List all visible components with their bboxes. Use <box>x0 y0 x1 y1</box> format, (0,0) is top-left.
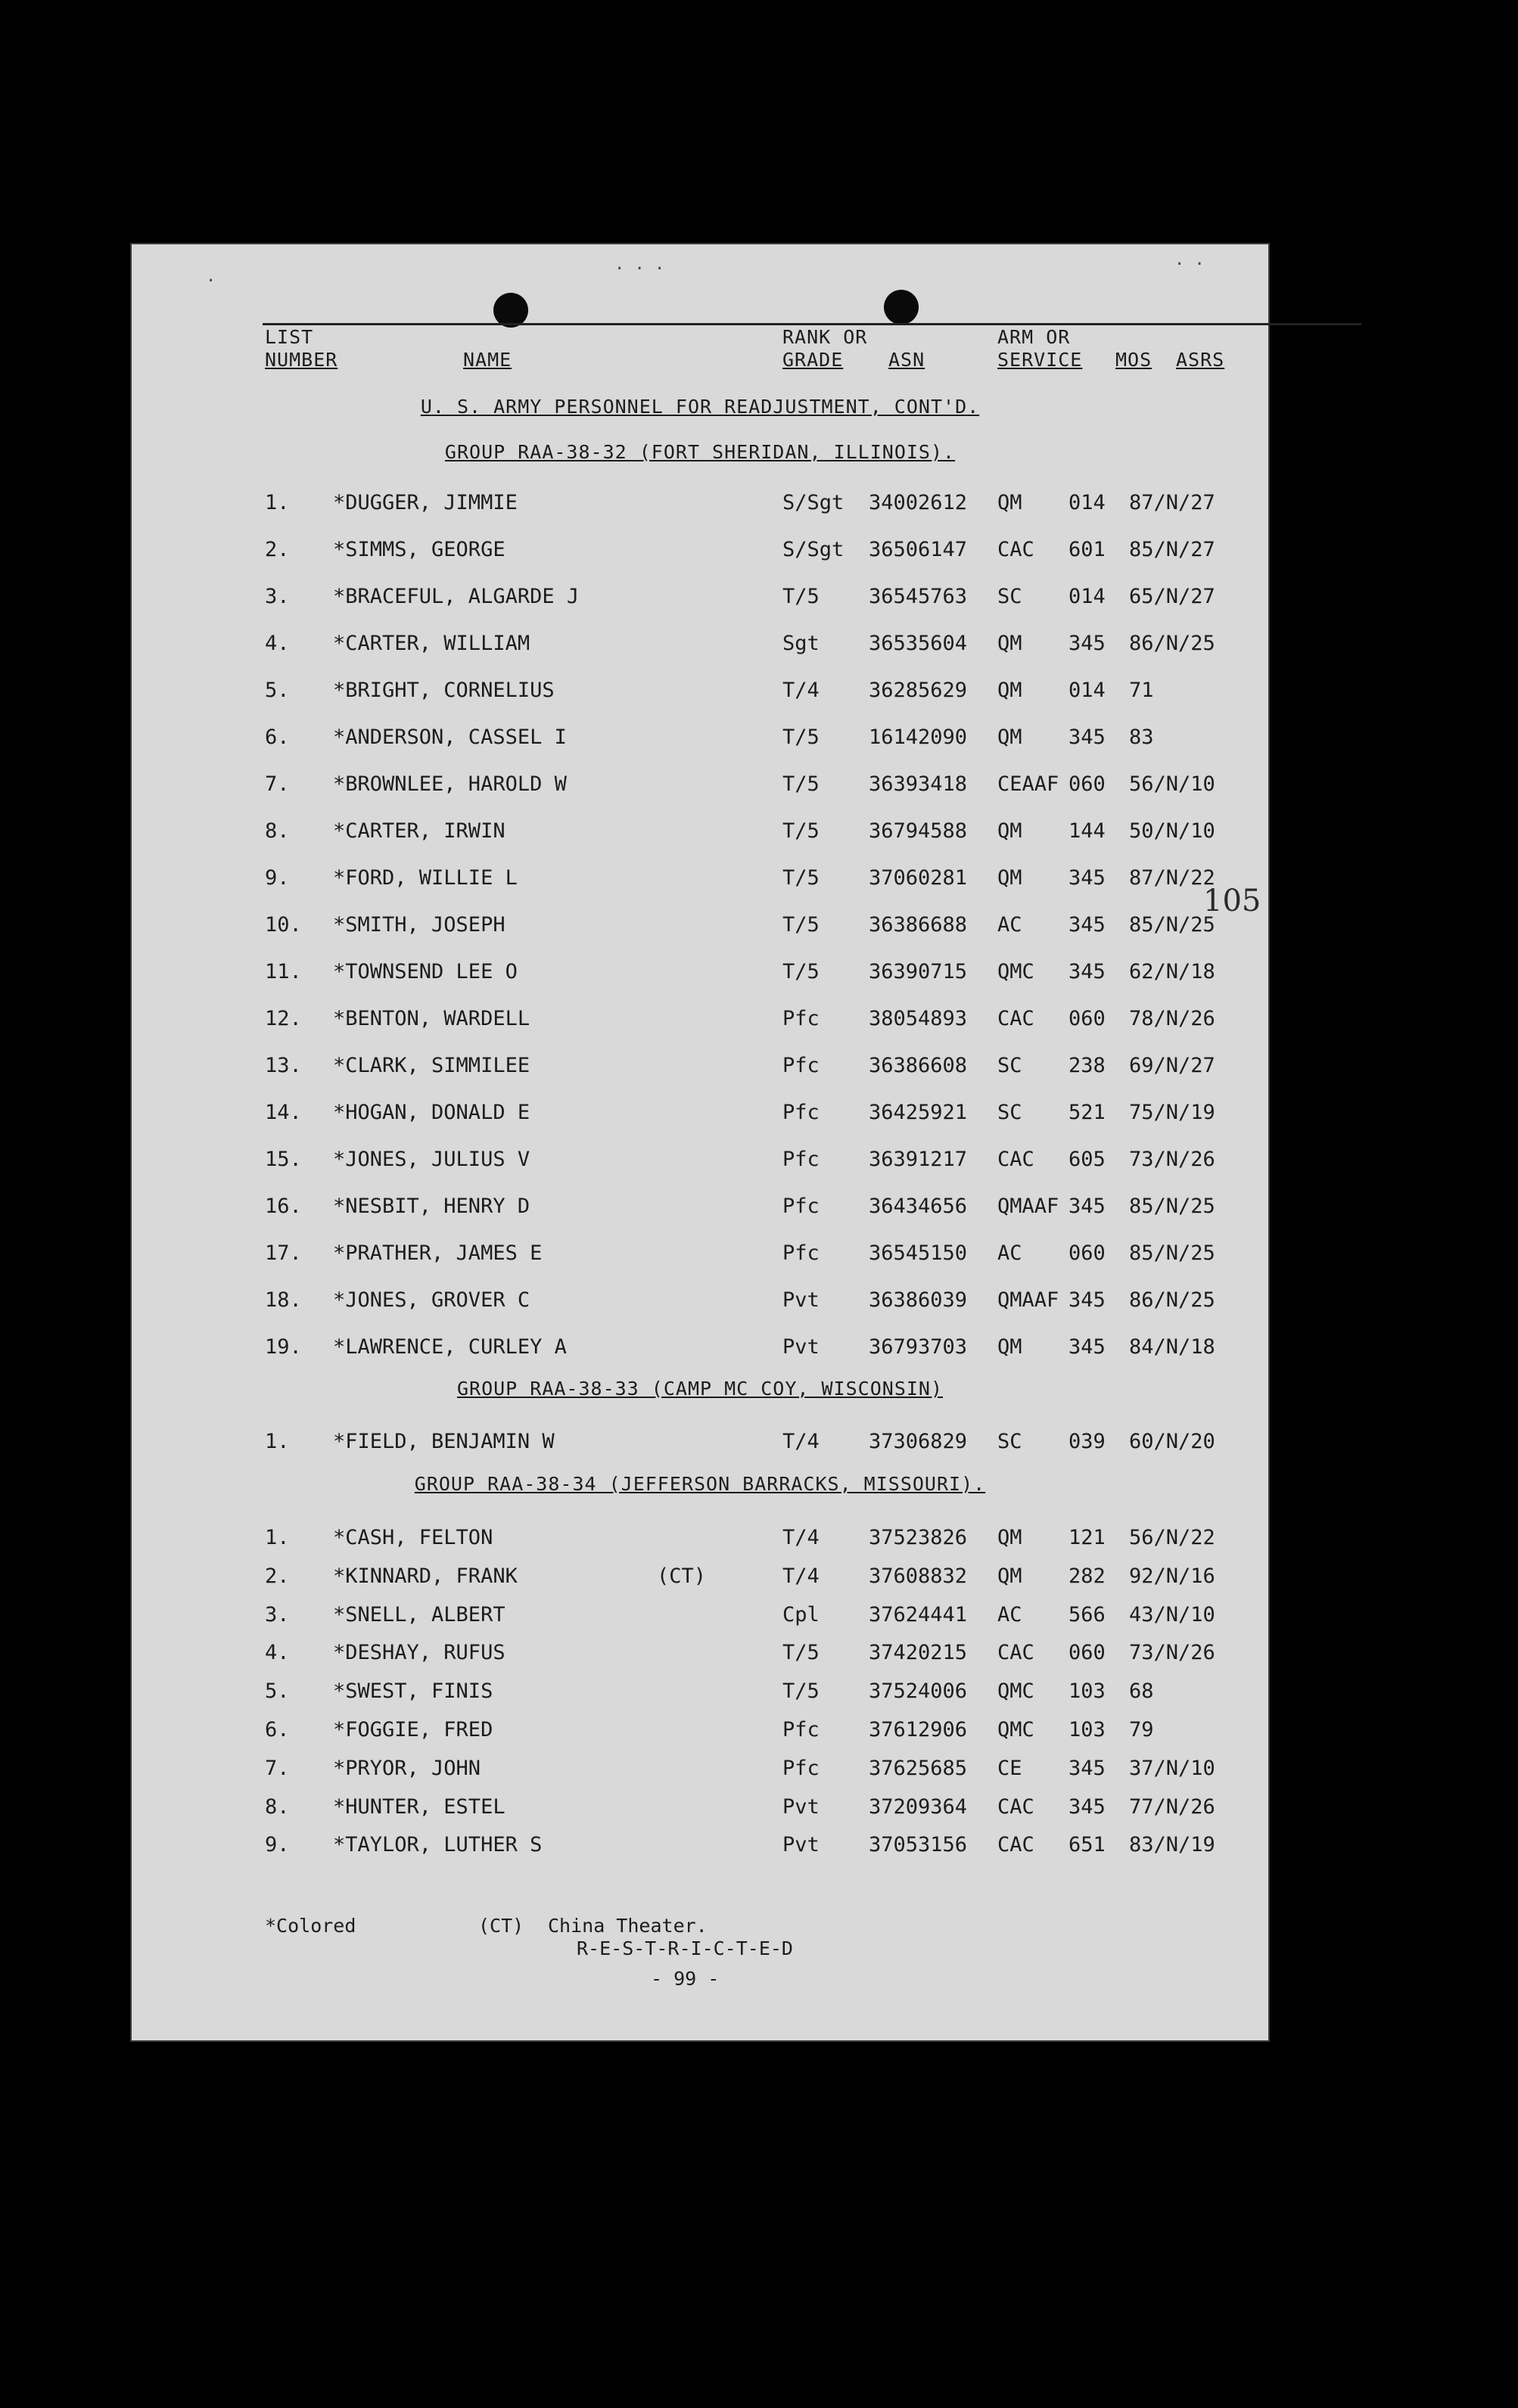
table-row <box>130 488 1270 518</box>
cell-num: 7. <box>265 1757 290 1780</box>
cell-name: *ANDERSON, CASSEL I <box>333 726 567 749</box>
cell-asn: 36545150 <box>869 1241 968 1265</box>
table-row <box>130 816 1270 847</box>
cell-asn: 36794588 <box>869 819 968 843</box>
cell-asrs: 65/N/27 <box>1129 585 1215 608</box>
cell-rank: T/5 <box>782 772 820 796</box>
cell-asn: 37624441 <box>869 1603 968 1627</box>
cell-rank: T/5 <box>782 1641 820 1664</box>
table-row <box>130 1145 1270 1175</box>
cell-mos: 605 <box>1069 1148 1106 1171</box>
cell-name: *BRACEFUL, ALGARDE J <box>333 585 580 608</box>
cell-mos: 103 <box>1069 1718 1106 1742</box>
cell-asn: 37523826 <box>869 1526 968 1549</box>
cell-name: *CARTER, WILLIAM <box>333 632 530 655</box>
cell-rank: Pfc <box>782 1054 820 1077</box>
cell-arm: SC <box>997 585 1022 608</box>
cell-mos: 345 <box>1069 913 1106 937</box>
cell-mos: 282 <box>1069 1564 1106 1588</box>
archive-stamp-number: 105 <box>1203 884 1261 918</box>
scan-speck: · · <box>1174 255 1205 274</box>
cell-num: 17. <box>265 1241 302 1265</box>
cell-num: 6. <box>265 726 290 749</box>
table-row <box>130 910 1270 940</box>
cell-asrs: 50/N/10 <box>1129 819 1215 843</box>
header-rank: RANK OR GRADE <box>782 326 868 371</box>
scan-speck: · <box>206 272 216 291</box>
cell-num: 2. <box>265 1564 290 1588</box>
cell-rank: T/5 <box>782 819 820 843</box>
cell-mos: 103 <box>1069 1679 1106 1703</box>
table-row <box>130 1098 1270 1128</box>
cell-asrs: 37/N/10 <box>1129 1757 1215 1780</box>
cell-note: (CT) <box>657 1564 707 1588</box>
cell-num: 2. <box>265 538 290 561</box>
cell-rank: T/5 <box>782 960 820 983</box>
cell-asn: 37524006 <box>869 1679 968 1703</box>
cell-arm: CEAAF <box>997 772 1059 796</box>
footnote-ct-code: (CT) <box>478 1915 524 1937</box>
cell-asn: 36535604 <box>869 632 968 655</box>
table-row <box>130 1285 1270 1316</box>
cell-asrs: 85/N/25 <box>1129 1241 1215 1265</box>
cell-mos: 014 <box>1069 679 1106 702</box>
cell-num: 4. <box>265 1641 290 1664</box>
cell-name: *SNELL, ALBERT <box>333 1603 505 1627</box>
cell-asn: 36545763 <box>869 585 968 608</box>
cell-arm: SC <box>997 1101 1022 1124</box>
cell-asn: 36386688 <box>869 913 968 937</box>
cell-arm: QMAAF <box>997 1195 1059 1218</box>
cell-rank: Cpl <box>782 1603 820 1627</box>
cell-asn: 34002612 <box>869 491 968 514</box>
cell-mos: 039 <box>1069 1430 1106 1453</box>
cell-name: *DUGGER, JIMMIE <box>333 491 518 514</box>
cell-asn: 38054893 <box>869 1007 968 1030</box>
scan-speck: · · · <box>614 259 665 278</box>
cell-name: *HUNTER, ESTEL <box>333 1795 505 1819</box>
cell-rank: Pfc <box>782 1241 820 1265</box>
cell-arm: CAC <box>997 1833 1034 1856</box>
cell-arm: CAC <box>997 1007 1034 1030</box>
cell-asrs: 56/N/10 <box>1129 772 1215 796</box>
cell-rank: T/4 <box>782 679 820 702</box>
cell-asrs: 92/N/16 <box>1129 1564 1215 1588</box>
cell-num: 16. <box>265 1195 302 1218</box>
cell-num: 1. <box>265 1430 290 1453</box>
cell-num: 15. <box>265 1148 302 1171</box>
cell-rank: T/5 <box>782 726 820 749</box>
cell-asn: 36793703 <box>869 1335 968 1359</box>
cell-name: *LAWRENCE, CURLEY A <box>333 1335 567 1359</box>
cell-mos: 014 <box>1069 585 1106 608</box>
table-row <box>130 535 1270 565</box>
cell-asn: 36393418 <box>869 772 968 796</box>
table-row <box>130 1754 1270 1784</box>
cell-num: 13. <box>265 1054 302 1077</box>
cell-num: 18. <box>265 1288 302 1312</box>
document-page <box>130 243 1270 2042</box>
cell-asn: 36506147 <box>869 538 968 561</box>
cell-asrs: 75/N/19 <box>1129 1101 1215 1124</box>
cell-num: 3. <box>265 1603 290 1627</box>
cell-mos: 345 <box>1069 1757 1106 1780</box>
cell-name: *HOGAN, DONALD E <box>333 1101 530 1124</box>
cell-asrs: 73/N/26 <box>1129 1641 1215 1664</box>
cell-name: *PRATHER, JAMES E <box>333 1241 543 1265</box>
cell-asrs: 79 <box>1129 1718 1154 1742</box>
cell-mos: 345 <box>1069 1795 1106 1819</box>
cell-asn: 37625685 <box>869 1757 968 1780</box>
cell-arm: SC <box>997 1054 1022 1077</box>
cell-arm: CAC <box>997 1641 1034 1664</box>
cell-asrs: 86/N/25 <box>1129 632 1215 655</box>
cell-name: *PRYOR, JOHN <box>333 1757 481 1780</box>
cell-asn: 37306829 <box>869 1430 968 1453</box>
cell-arm: SC <box>997 1430 1022 1453</box>
cell-asn: 37608832 <box>869 1564 968 1588</box>
cell-asn: 36391217 <box>869 1148 968 1171</box>
cell-name: *FOGGIE, FRED <box>333 1718 493 1742</box>
cell-num: 10. <box>265 913 302 937</box>
cell-rank: Pvt <box>782 1288 820 1312</box>
cell-arm: QM <box>997 1335 1022 1359</box>
cell-name: *BENTON, WARDELL <box>333 1007 530 1030</box>
cell-asrs: 83/N/19 <box>1129 1833 1215 1856</box>
cell-arm: QM <box>997 726 1022 749</box>
cell-asrs: 85/N/25 <box>1129 913 1215 937</box>
cell-asrs: 69/N/27 <box>1129 1054 1215 1077</box>
cell-arm: QM <box>997 679 1022 702</box>
cell-rank: S/Sgt <box>782 538 845 561</box>
table-row <box>130 1830 1270 1860</box>
cell-mos: 566 <box>1069 1603 1106 1627</box>
cell-arm: AC <box>997 913 1022 937</box>
cell-name: *BROWNLEE, HAROLD W <box>333 772 567 796</box>
cell-mos: 238 <box>1069 1054 1106 1077</box>
cell-mos: 345 <box>1069 1288 1106 1312</box>
table-row <box>130 676 1270 706</box>
cell-name: *FIELD, BENJAMIN W <box>333 1430 555 1453</box>
cell-rank: T/4 <box>782 1526 820 1549</box>
table-row <box>130 769 1270 800</box>
cell-arm: QM <box>997 819 1022 843</box>
table-row <box>130 1238 1270 1269</box>
cell-asn: 37209364 <box>869 1795 968 1819</box>
cell-rank: T/4 <box>782 1430 820 1453</box>
header-rule <box>263 323 1361 325</box>
cell-mos: 014 <box>1069 491 1106 514</box>
cell-name: *CLARK, SIMMILEE <box>333 1054 530 1077</box>
table-row <box>130 1192 1270 1222</box>
cell-rank: T/4 <box>782 1564 820 1588</box>
cell-num: 19. <box>265 1335 302 1359</box>
cell-arm: QMC <box>997 1718 1034 1742</box>
cell-asrs: 73/N/26 <box>1129 1148 1215 1171</box>
cell-rank: S/Sgt <box>782 491 845 514</box>
table-row <box>130 1561 1270 1592</box>
cell-name: *SWEST, FINIS <box>333 1679 493 1703</box>
cell-num: 8. <box>265 819 290 843</box>
table-row <box>130 1638 1270 1668</box>
cell-arm: QMC <box>997 960 1034 983</box>
cell-num: 11. <box>265 960 302 983</box>
cell-asn: 36390715 <box>869 960 968 983</box>
cell-rank: Pfc <box>782 1007 820 1030</box>
cell-asn: 36425921 <box>869 1101 968 1124</box>
cell-arm: CAC <box>997 538 1034 561</box>
header-asrs: ASRS <box>1176 349 1225 371</box>
cell-asrs: 87/N/22 <box>1129 866 1215 890</box>
cell-name: *KINNARD, FRANK <box>333 1564 518 1588</box>
cell-arm: QM <box>997 1526 1022 1549</box>
cell-asn: 36285629 <box>869 679 968 702</box>
cell-asn: 37420215 <box>869 1641 968 1664</box>
cell-rank: Pfc <box>782 1757 820 1780</box>
table-row <box>130 1600 1270 1630</box>
cell-rank: T/5 <box>782 585 820 608</box>
cell-mos: 521 <box>1069 1101 1106 1124</box>
cell-mos: 144 <box>1069 819 1106 843</box>
footnote-ct-text: China Theater. <box>548 1915 708 1937</box>
punch-hole <box>884 290 919 325</box>
cell-name: *NESBIT, HENRY D <box>333 1195 530 1218</box>
table-row <box>130 863 1270 893</box>
cell-num: 5. <box>265 1679 290 1703</box>
cell-rank: Pfc <box>782 1718 820 1742</box>
cell-name: *FORD, WILLIE L <box>333 866 518 890</box>
header-mos: MOS <box>1115 349 1152 371</box>
cell-asrs: 85/N/25 <box>1129 1195 1215 1218</box>
cell-rank: Pvt <box>782 1833 820 1856</box>
cell-asn: 36386608 <box>869 1054 968 1077</box>
cell-name: *SIMMS, GEORGE <box>333 538 505 561</box>
cell-rank: Pfc <box>782 1101 820 1124</box>
cell-num: 12. <box>265 1007 302 1030</box>
cell-asn: 37612906 <box>869 1718 968 1742</box>
cell-asrs: 84/N/18 <box>1129 1335 1215 1359</box>
cell-mos: 121 <box>1069 1526 1106 1549</box>
cell-mos: 345 <box>1069 726 1106 749</box>
cell-arm: AC <box>997 1241 1022 1265</box>
cell-arm: CAC <box>997 1148 1034 1171</box>
header-arm: ARM OR SERVICE <box>997 326 1083 371</box>
cell-mos: 345 <box>1069 632 1106 655</box>
table-row <box>130 1051 1270 1081</box>
group-title: GROUP RAA-38-34 (JEFFERSON BARRACKS, MISSOURI). <box>414 1473 986 1495</box>
cell-asn: 16142090 <box>869 726 968 749</box>
cell-rank: Sgt <box>782 632 820 655</box>
header-name: NAME <box>463 349 512 371</box>
cell-num: 8. <box>265 1795 290 1819</box>
table-row <box>130 957 1270 987</box>
cell-mos: 345 <box>1069 960 1106 983</box>
cell-name: *TOWNSEND LEE O <box>333 960 518 983</box>
cell-asrs: 56/N/22 <box>1129 1526 1215 1549</box>
cell-name: *JONES, JULIUS V <box>333 1148 530 1171</box>
table-row <box>130 1004 1270 1034</box>
cell-arm: QMC <box>997 1679 1034 1703</box>
cell-asn: 37060281 <box>869 866 968 890</box>
table-row <box>130 629 1270 659</box>
cell-arm: CAC <box>997 1795 1034 1819</box>
group-title: GROUP RAA-38-33 (CAMP MC COY, WISCONSIN) <box>456 1378 944 1400</box>
table-row <box>130 1427 1270 1457</box>
cell-asrs: 60/N/20 <box>1129 1430 1215 1453</box>
cell-name: *SMITH, JOSEPH <box>333 913 505 937</box>
cell-num: 7. <box>265 772 290 796</box>
cell-mos: 060 <box>1069 1641 1106 1664</box>
cell-asrs: 77/N/26 <box>1129 1795 1215 1819</box>
cell-rank: Pvt <box>782 1335 820 1359</box>
cell-rank: Pfc <box>782 1148 820 1171</box>
cell-arm: QM <box>997 866 1022 890</box>
cell-rank: T/5 <box>782 913 820 937</box>
restricted-marking: R-E-S-T-R-I-C-T-E-D <box>577 1937 793 1959</box>
cell-num: 5. <box>265 679 290 702</box>
cell-asrs: 83 <box>1129 726 1154 749</box>
cell-name: *CARTER, IRWIN <box>333 819 505 843</box>
table-row <box>130 1676 1270 1707</box>
cell-asrs: 68 <box>1129 1679 1154 1703</box>
cell-name: *CASH, FELTON <box>333 1526 493 1549</box>
table-row <box>130 1523 1270 1553</box>
cell-asrs: 43/N/10 <box>1129 1603 1215 1627</box>
cell-name: *DESHAY, RUFUS <box>333 1641 505 1664</box>
cell-num: 1. <box>265 1526 290 1549</box>
cell-asrs: 85/N/27 <box>1129 538 1215 561</box>
cell-name: *JONES, GROVER C <box>333 1288 530 1312</box>
cell-arm: AC <box>997 1603 1022 1627</box>
cell-mos: 601 <box>1069 538 1106 561</box>
main-title: U. S. ARMY PERSONNEL FOR READJUSTMENT, CONT'D. <box>420 396 980 418</box>
header-list-number: LIST NUMBER <box>265 326 338 371</box>
footnote-colored: *Colored <box>265 1915 356 1937</box>
table-row <box>130 1792 1270 1822</box>
cell-asrs: 62/N/18 <box>1129 960 1215 983</box>
cell-asrs: 78/N/26 <box>1129 1007 1215 1030</box>
cell-num: 14. <box>265 1101 302 1124</box>
cell-arm: QMAAF <box>997 1288 1059 1312</box>
cell-arm: QM <box>997 1564 1022 1588</box>
cell-asrs: 86/N/25 <box>1129 1288 1215 1312</box>
table-row <box>130 722 1270 753</box>
cell-mos: 651 <box>1069 1833 1106 1856</box>
cell-arm: QM <box>997 632 1022 655</box>
cell-arm: CE <box>997 1757 1022 1780</box>
cell-asn: 37053156 <box>869 1833 968 1856</box>
cell-mos: 345 <box>1069 866 1106 890</box>
cell-num: 9. <box>265 866 290 890</box>
cell-num: 9. <box>265 1833 290 1856</box>
table-row <box>130 1332 1270 1362</box>
cell-asn: 36434656 <box>869 1195 968 1218</box>
cell-num: 3. <box>265 585 290 608</box>
cell-num: 1. <box>265 491 290 514</box>
cell-mos: 060 <box>1069 1241 1106 1265</box>
cell-name: *TAYLOR, LUTHER S <box>333 1833 543 1856</box>
table-row <box>130 1715 1270 1745</box>
page-number: - 99 - <box>651 1968 720 1990</box>
cell-name: *BRIGHT, CORNELIUS <box>333 679 555 702</box>
cell-mos: 060 <box>1069 772 1106 796</box>
cell-rank: Pvt <box>782 1795 820 1819</box>
cell-mos: 345 <box>1069 1195 1106 1218</box>
cell-rank: Pfc <box>782 1195 820 1218</box>
cell-mos: 060 <box>1069 1007 1106 1030</box>
cell-asrs: 71 <box>1129 679 1154 702</box>
header-asn: ASN <box>888 349 925 371</box>
cell-num: 6. <box>265 1718 290 1742</box>
cell-mos: 345 <box>1069 1335 1106 1359</box>
cell-num: 4. <box>265 632 290 655</box>
cell-asrs: 87/N/27 <box>1129 491 1215 514</box>
cell-rank: T/5 <box>782 866 820 890</box>
cell-arm: QM <box>997 491 1022 514</box>
cell-asn: 36386039 <box>869 1288 968 1312</box>
cell-rank: T/5 <box>782 1679 820 1703</box>
table-row <box>130 582 1270 612</box>
group-title: GROUP RAA-38-32 (FORT SHERIDAN, ILLINOIS). <box>444 441 956 463</box>
